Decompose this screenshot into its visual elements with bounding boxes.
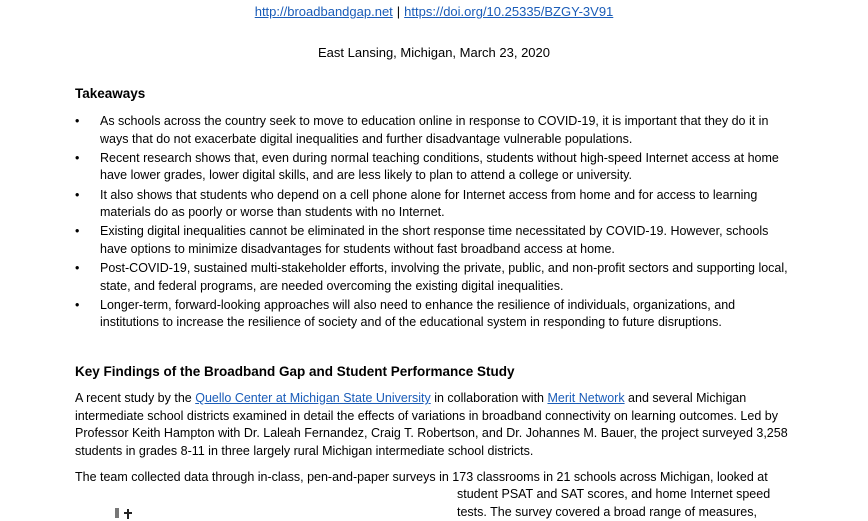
takeaways-heading: Takeaways xyxy=(75,86,146,101)
study-paragraph xyxy=(75,390,795,460)
p1-text-c: and several Michigan intermediate school districts examined in detail the effects of variations in broadband connectivity on learning outcomes. Led by Professor Keith Hampton with Dr. Laleah Fernandez, Craig T. Robertson, and Dr. Johannes M. Bauer, the project surveyed 3,258 students in grades 8-11 in three largely rural Michigan intermediate school districts. xyxy=(75,391,788,458)
list-item: • As schools across the country seek to move to education online in response to COVID-19, it is important that they do it in ways that do not exacerbate digital inequalities and further disadvantage vulnerable populations. xyxy=(75,113,795,148)
merit-network-link[interactable]: Merit Network xyxy=(547,391,625,405)
list-item: • Recent research shows that, even during normal teaching conditions, students without high-speed Internet access at home have lower grades, lower digital skills, and are less likely to plan to attend a college or university. xyxy=(75,150,795,185)
broadbandgap-link[interactable]: http://broadbandgap.net xyxy=(254,4,393,19)
list-item: • Existing digital inequalities cannot be eliminated in the short response time necessitated by COVID-19. However, schools have options to minimize disadvantages for students without fast broadband access at home. xyxy=(75,223,795,258)
quello-center-link[interactable]: Quello Center at Michigan State University xyxy=(195,391,431,405)
list-item: • Longer-term, forward-looking approaches will also need to enhance the resilience of individuals, organizations, and institutions to increase the resilience of society and of the educational system in responding to future disruptions. xyxy=(75,297,795,332)
takeaways-list xyxy=(75,113,795,334)
list-item: • It also shows that students who depend on a cell phone alone for Internet access from home and for access to learning materials do as poorly or worse than students with no Internet. xyxy=(75,187,795,222)
p1-text-a: A recent study by the xyxy=(75,391,196,405)
p1-text-b: in collaboration with xyxy=(430,391,548,405)
header-links xyxy=(0,4,868,19)
dateline: East Lansing, Michigan, March 23, 2020 xyxy=(318,45,550,60)
link-separator: | xyxy=(396,4,401,19)
data-collection-continuation: student PSAT and SAT scores, and home Internet speed tests. The survey covered a broad range of measures, xyxy=(457,487,771,519)
findings-heading: Key Findings of the Broadband Gap and Student Performance Study xyxy=(75,364,515,379)
doi-link[interactable]: https://doi.org/10.25335/BZGY-3V91 xyxy=(404,4,614,19)
figure-axis-fragment xyxy=(112,506,142,520)
data-collection-paragraph: The team collected data through in-class, pen-and-paper surveys in 173 classrooms in 21 schools across Michigan, looked at xyxy=(75,470,768,484)
list-item: • Post-COVID-19, sustained multi-stakeholder efforts, involving the private, public, and non-profit sectors and supporting local, state, and federal programs, are needed overcoming the existing digital inequalities. xyxy=(75,260,795,295)
